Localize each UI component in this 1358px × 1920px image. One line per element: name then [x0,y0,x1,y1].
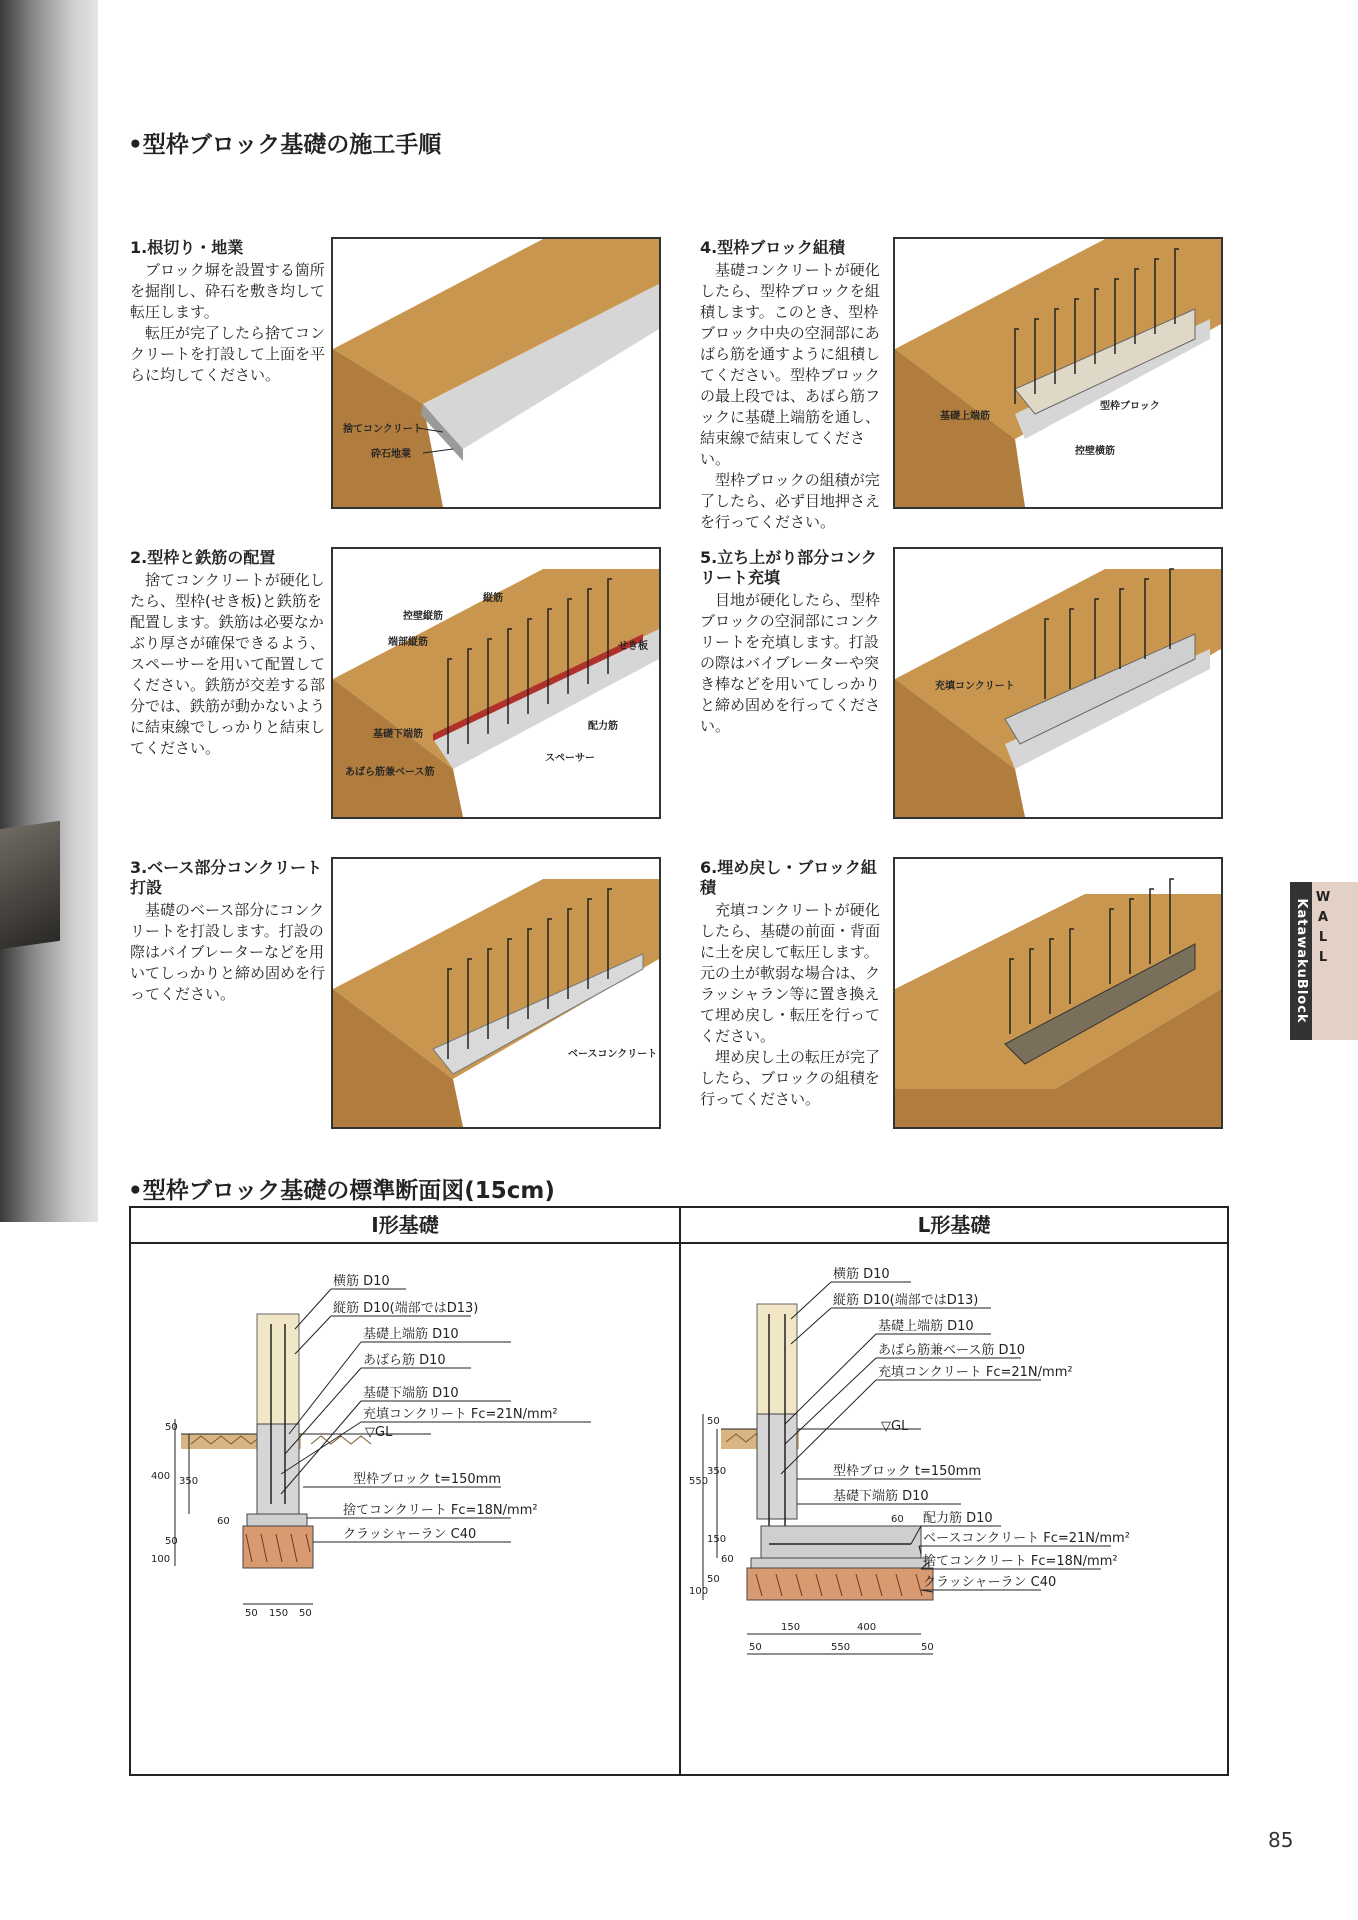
step-4-para-2: 型枠ブロックの組積が完了したら、必ず目地押さえを行ってください。 [700,471,881,531]
step-4-para-1: 基礎コンクリートが硬化したら、型枠ブロックを組積します。このとき、型枠ブロック中央の空洞部にあばら筋を通すように組積してください。型枠ブロックの最上段では、あばら筋フックに基礎上端筋を通し、結束線で結束してください。 [700,261,881,468]
l-dim-60: 60 [891,1514,904,1525]
step-6-para-1: 充填コンクリートが硬化したら、基礎の前面・背面に土を戻して転圧します。元の土が軟弱な場合は、クラッシャラン等に置き換えて埋め戻し・転圧を行ってください。 [700,901,881,1045]
step-5-text [700,548,882,737]
step-6-illustration [893,857,1223,1129]
stone-block-photo [0,821,60,949]
l-label-1: 縦筋 D10(端部ではD13) [833,1293,979,1308]
step-2-label-abara: あばら筋兼ベース筋 [345,767,435,778]
i-dim-v-2: 350 [179,1476,199,1487]
step-4-label-jotan: 基礎上端筋 [940,411,990,422]
step-1-illustration [331,237,661,509]
l-dim-h-1: 400 [857,1622,877,1633]
l-label-7: 基礎下端筋 D10 [833,1489,929,1504]
l-dim-v-2: 350 [707,1466,727,1477]
step-4-title: 4.型枠ブロック組積 [700,238,845,257]
l-dim-h-2: 50 [749,1642,762,1653]
i-label-3: あばら筋 D10 [363,1353,446,1368]
cross-section-table [129,1206,1229,1776]
step-4-label-hikae: 控壁横筋 [1075,446,1115,457]
l-dim-v-0: 50 [707,1416,720,1427]
step-3-text [130,858,330,1005]
step-1-label-saiseki: 砕石地業 [371,449,411,460]
i-label-2: 基礎上端筋 D10 [363,1327,459,1342]
i-type-diagram [131,1244,679,1772]
step-5-title: 5.立ち上がり部分コンクリート充填 [700,548,877,587]
step-2-label-kaitan: 基礎下端筋 [373,729,423,740]
side-tab-wall: W A L L [1315,890,1333,965]
l-label-2: 基礎上端筋 D10 [878,1319,974,1334]
l-label-6: 型枠ブロック t=150mm [833,1464,982,1479]
step-3-label-base: ベースコンクリート [568,1049,658,1060]
l-label-11: クラッシャーラン C40 [923,1575,1057,1590]
step-4-text [700,238,882,533]
l-label-5: ▽GL [881,1419,909,1434]
l-dim-v-1: 550 [689,1476,709,1487]
step-2-label-spacer: スペーサー [545,753,595,764]
section-title: •型枠ブロック基礎の標準断面図(15cm) [128,1178,555,1204]
l-dim-v-6: 50 [707,1574,720,1585]
side-photo-strip [0,0,98,1222]
l-dim-h-4: 50 [921,1642,934,1653]
side-tab [1290,882,1358,1040]
page-number: 85 [1268,1828,1294,1852]
side-tab-label: KatawakuBlock [1294,898,1309,1024]
step-6-para-2: 埋め戻し土の転圧が完了したら、ブロックの組積を行ってください。 [700,1048,881,1108]
i-label-8: 捨てコンクリート Fc=18N/mm² [343,1503,538,1518]
l-type-diagram [681,1244,1227,1772]
step-5-illustration [893,547,1223,819]
i-label-4: 基礎下端筋 D10 [363,1386,459,1401]
l-dim-v-3: 150 [707,1534,727,1545]
step-1-para-1: ブロック塀を設置する箇所を掘削し、砕石を敷き均して転圧します。 [130,261,326,321]
step-5-label-juten: 充填コンクリート [935,681,1015,692]
l-dim-v-4: 60 [721,1554,734,1565]
l-label-3: あばら筋兼ベース筋 D10 [878,1343,1026,1358]
step-2-title: 2.型枠と鉄筋の配置 [130,548,276,567]
i-label-0: 横筋 D10 [333,1274,390,1289]
l-label-0: 横筋 D10 [833,1267,890,1282]
i-dim-v-4: 100 [151,1554,171,1565]
step-1-title: 1.根切り・地業 [130,238,244,257]
i-dim-v-1: 400 [151,1471,171,1482]
l-dim-v-5: 100 [689,1586,709,1597]
step-2-label-tate: 縦筋 [483,593,503,604]
l-dim-h-3: 550 [831,1642,851,1653]
l-type-heading: L形基礎 [681,1208,1227,1244]
l-label-10: 捨てコンクリート Fc=18N/mm² [923,1554,1118,1569]
step-2-label-hairyoku: 配力筋 [588,721,618,732]
i-dim-h-2: 50 [299,1608,312,1619]
step-2-label-sekiita: せき板 [618,641,648,652]
step-1-label-sute: 捨てコンクリート [343,424,423,435]
step-1-para-2: 転圧が完了したら捨てコンクリートを打設して上面を平らに均してください。 [130,324,326,384]
l-label-8: 配力筋 D10 [923,1511,993,1526]
step-3-para-1: 基礎のベース部分にコンクリートを打設します。打設の際はバイブレーターなどを用いてしっかりと締め固めを行ってください。 [130,901,326,1003]
step-1-text [130,238,330,386]
step-2-text [130,548,330,759]
step-4-illustration [893,237,1223,509]
step-5-para-1: 目地が硬化したら、型枠ブロックの空洞部にコンクリートを充填します。打設の際はバイブレーターや突き棒などを用いてしっかりと締め固めを行ってください。 [700,591,881,735]
step-2-label-tanbu: 端部縦筋 [388,637,428,648]
i-dim-v-0: 50 [165,1422,178,1433]
step-2-label-hikae-tate: 控壁縦筋 [403,611,443,622]
i-label-9: クラッシャーラン C40 [343,1527,477,1542]
step-6-title: 6.埋め戻し・ブロック組積 [700,858,877,897]
procedure-title: •型枠ブロック基礎の施工手順 [128,132,442,158]
step-2-para-1: 捨てコンクリートが硬化したら、型枠(せき板)と鉄筋を配置します。鉄筋は必要なかぶり厚さが確保できるよう、スペーサーを用いて配置してください。鉄筋が交差する部分では、鉄筋が動かないように結束線でしっかりと結束してください。 [130,571,326,757]
i-dim-v-3: 60 [217,1516,230,1527]
l-label-4: 充填コンクリート Fc=21N/mm² [878,1365,1073,1380]
i-label-5: 充填コンクリート Fc=21N/mm² [363,1407,558,1422]
i-label-6: ▽GL [365,1425,393,1440]
l-dim-h-0: 150 [781,1622,801,1633]
i-dim-h-1: 150 [269,1608,289,1619]
step-4-label-block: 型枠ブロック [1100,401,1160,412]
i-label-7: 型枠ブロック t=150mm [353,1472,502,1487]
i-dim-v-5: 50 [165,1536,178,1547]
step-3-illustration [331,857,661,1129]
i-type-heading: I形基礎 [131,1208,679,1244]
side-tab-dark-strip [1290,882,1312,1040]
i-label-1: 縦筋 D10(端部ではD13) [333,1301,479,1316]
step-6-text [700,858,882,1110]
step-3-title: 3.ベース部分コンクリート打設 [130,858,323,897]
i-dim-h-0: 50 [245,1608,258,1619]
step-2-illustration [331,547,661,819]
l-label-9: ベースコンクリート Fc=21N/mm² [923,1531,1130,1546]
